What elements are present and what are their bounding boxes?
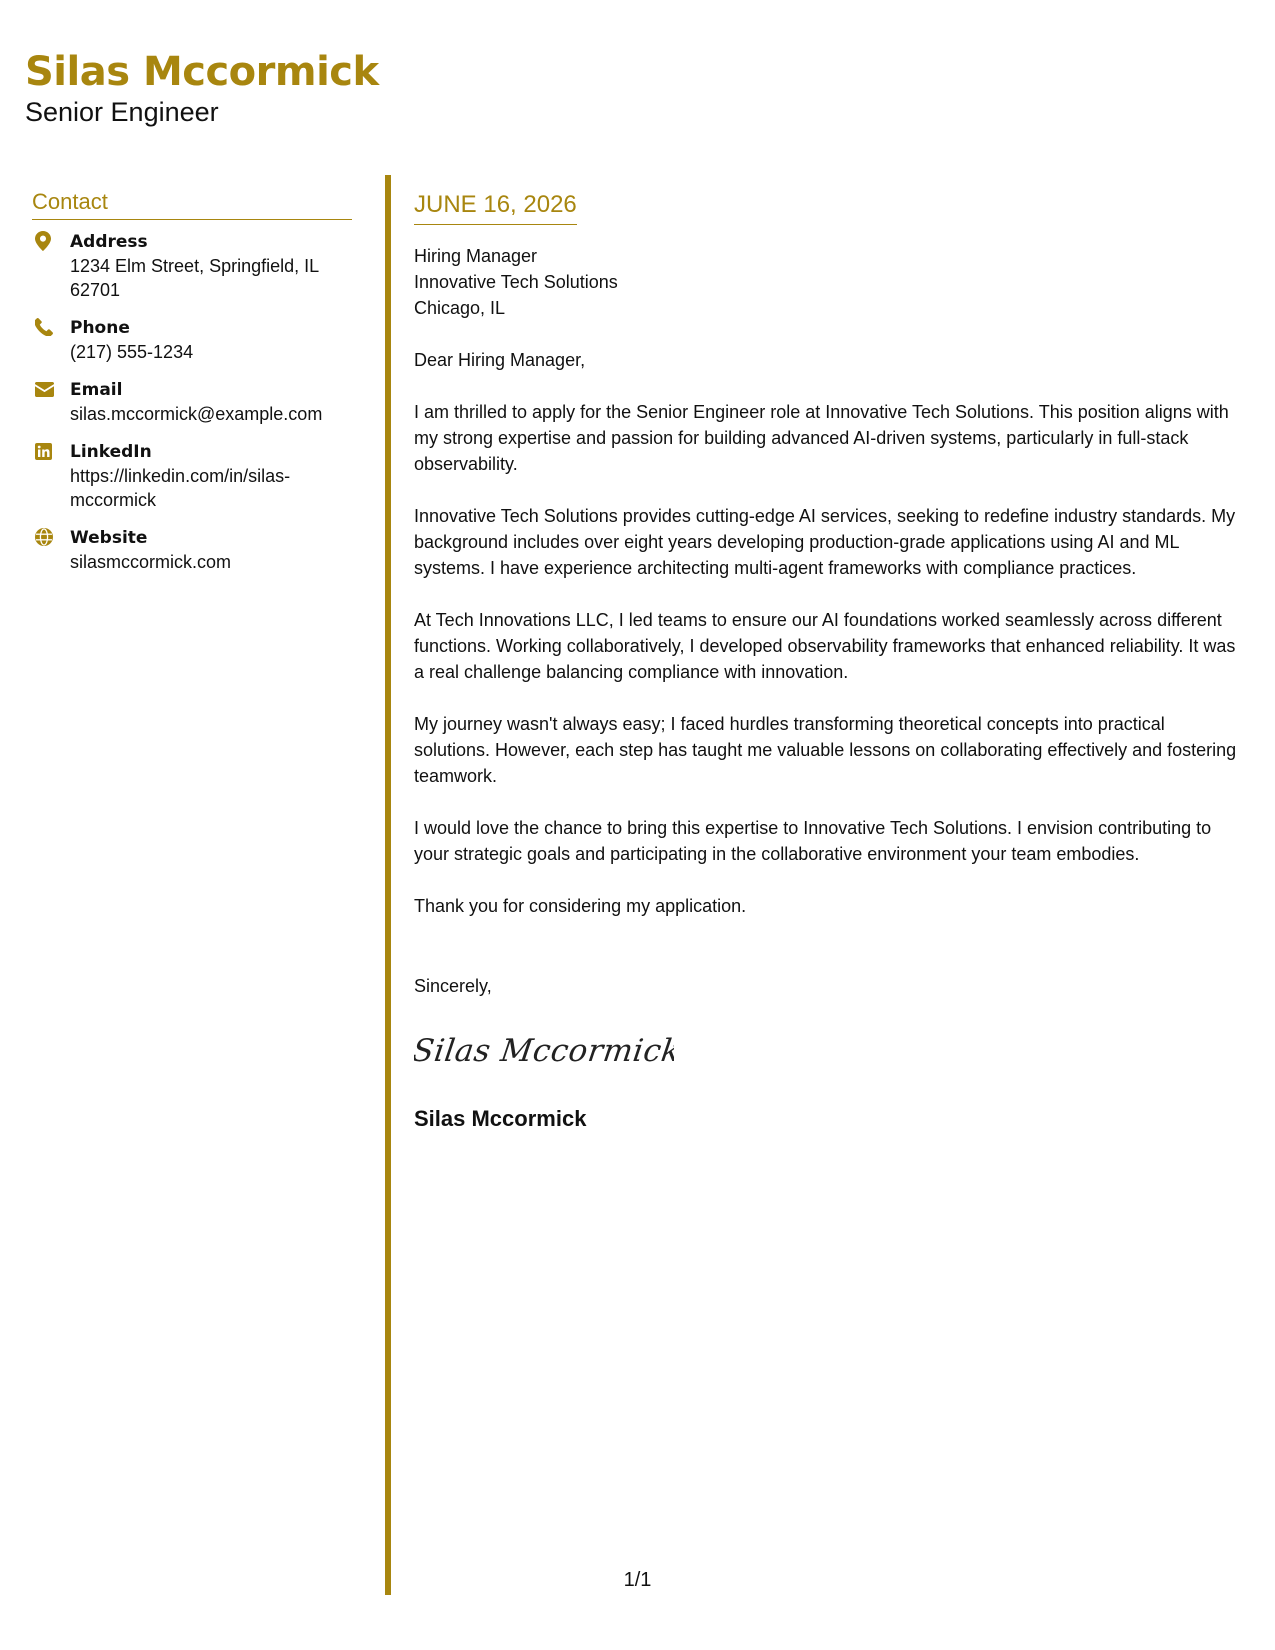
letter-date: JUNE 16, 2026 bbox=[414, 190, 577, 225]
contact-value: (217) 555-1234 bbox=[70, 342, 194, 362]
paragraph: Thank you for considering my application. bbox=[414, 896, 747, 916]
applicant-name: Silas Mccormick bbox=[25, 49, 379, 95]
phone-icon bbox=[32, 316, 70, 338]
contact-value[interactable]: https://linkedin.com/in/silas-mccormick bbox=[70, 466, 291, 510]
handwritten-signature bbox=[414, 1027, 1244, 1073]
recipient-location: Chicago, IL bbox=[414, 298, 506, 318]
page-number-text: 1/1 bbox=[623, 1569, 652, 1591]
map-pin-icon bbox=[32, 230, 70, 252]
recipient-block bbox=[414, 243, 1244, 321]
signed-name: Silas Mccormick bbox=[414, 1106, 587, 1131]
paragraph: I am thrilled to apply for the Senior Engineer role at Innovative Tech Solutions. This position aligns with my strong expertise and passion for building advanced AI-driven systems, particularly in full-stack observability. bbox=[414, 402, 1229, 474]
contact-sidebar bbox=[32, 188, 352, 588]
contact-item-website bbox=[32, 526, 352, 574]
contact-heading: Contact bbox=[32, 188, 352, 220]
contact-item-linkedin bbox=[32, 440, 352, 512]
recipient-name: Hiring Manager bbox=[414, 246, 538, 266]
contact-label: Website bbox=[70, 528, 148, 548]
contact-label: Email bbox=[70, 380, 123, 400]
contact-value: 1234 Elm Street, Springfield, IL 62701 bbox=[70, 256, 319, 300]
contact-label: Address bbox=[70, 232, 148, 252]
closing: Sincerely, bbox=[414, 976, 492, 996]
resume-header bbox=[25, 48, 379, 128]
signature-text: Silas Mccormick bbox=[414, 1033, 674, 1069]
contact-item-address bbox=[32, 230, 352, 302]
salutation: Dear Hiring Manager, bbox=[414, 350, 586, 370]
paragraph: At Tech Innovations LLC, I led teams to ensure our AI foundations worked seamlessly across different functions. Working collaboratively, I developed observability frameworks that enhanced reliability. It was a real challenge balancing compliance with innovation. bbox=[414, 610, 1236, 682]
globe-icon bbox=[32, 526, 70, 548]
envelope-icon bbox=[32, 378, 70, 400]
contact-value: silas.mccormick@example.com bbox=[70, 404, 323, 424]
paragraph: Innovative Tech Solutions provides cutting-edge AI services, seeking to redefine industry standards. My background includes over eight years developing production-grade applications using AI and ML systems. I have experience architecting multi-agent frameworks with compliance practices. bbox=[414, 506, 1236, 578]
contact-item-phone bbox=[32, 316, 352, 364]
contact-item-email bbox=[32, 378, 352, 426]
recipient-company: Innovative Tech Solutions bbox=[414, 272, 618, 292]
linkedin-icon bbox=[32, 440, 70, 462]
vertical-divider bbox=[385, 175, 391, 1595]
contact-label: LinkedIn bbox=[70, 442, 152, 462]
letter-body bbox=[414, 190, 1244, 1133]
applicant-title: Senior Engineer bbox=[25, 97, 219, 127]
paragraph: My journey wasn't always easy; I faced hurdles transforming theoretical concepts into practical solutions. However, each step has taught me valuable lessons on collaborating effectively and fostering teamwork. bbox=[414, 714, 1237, 786]
paragraph: I would love the chance to bring this expertise to Innovative Tech Solutions. I envision contributing to your strategic goals and participating in the collaborative environment your team embodies. bbox=[414, 818, 1212, 864]
contact-label: Phone bbox=[70, 318, 130, 338]
page-number bbox=[0, 1567, 1275, 1593]
contact-value[interactable]: silasmccormick.com bbox=[70, 552, 232, 572]
